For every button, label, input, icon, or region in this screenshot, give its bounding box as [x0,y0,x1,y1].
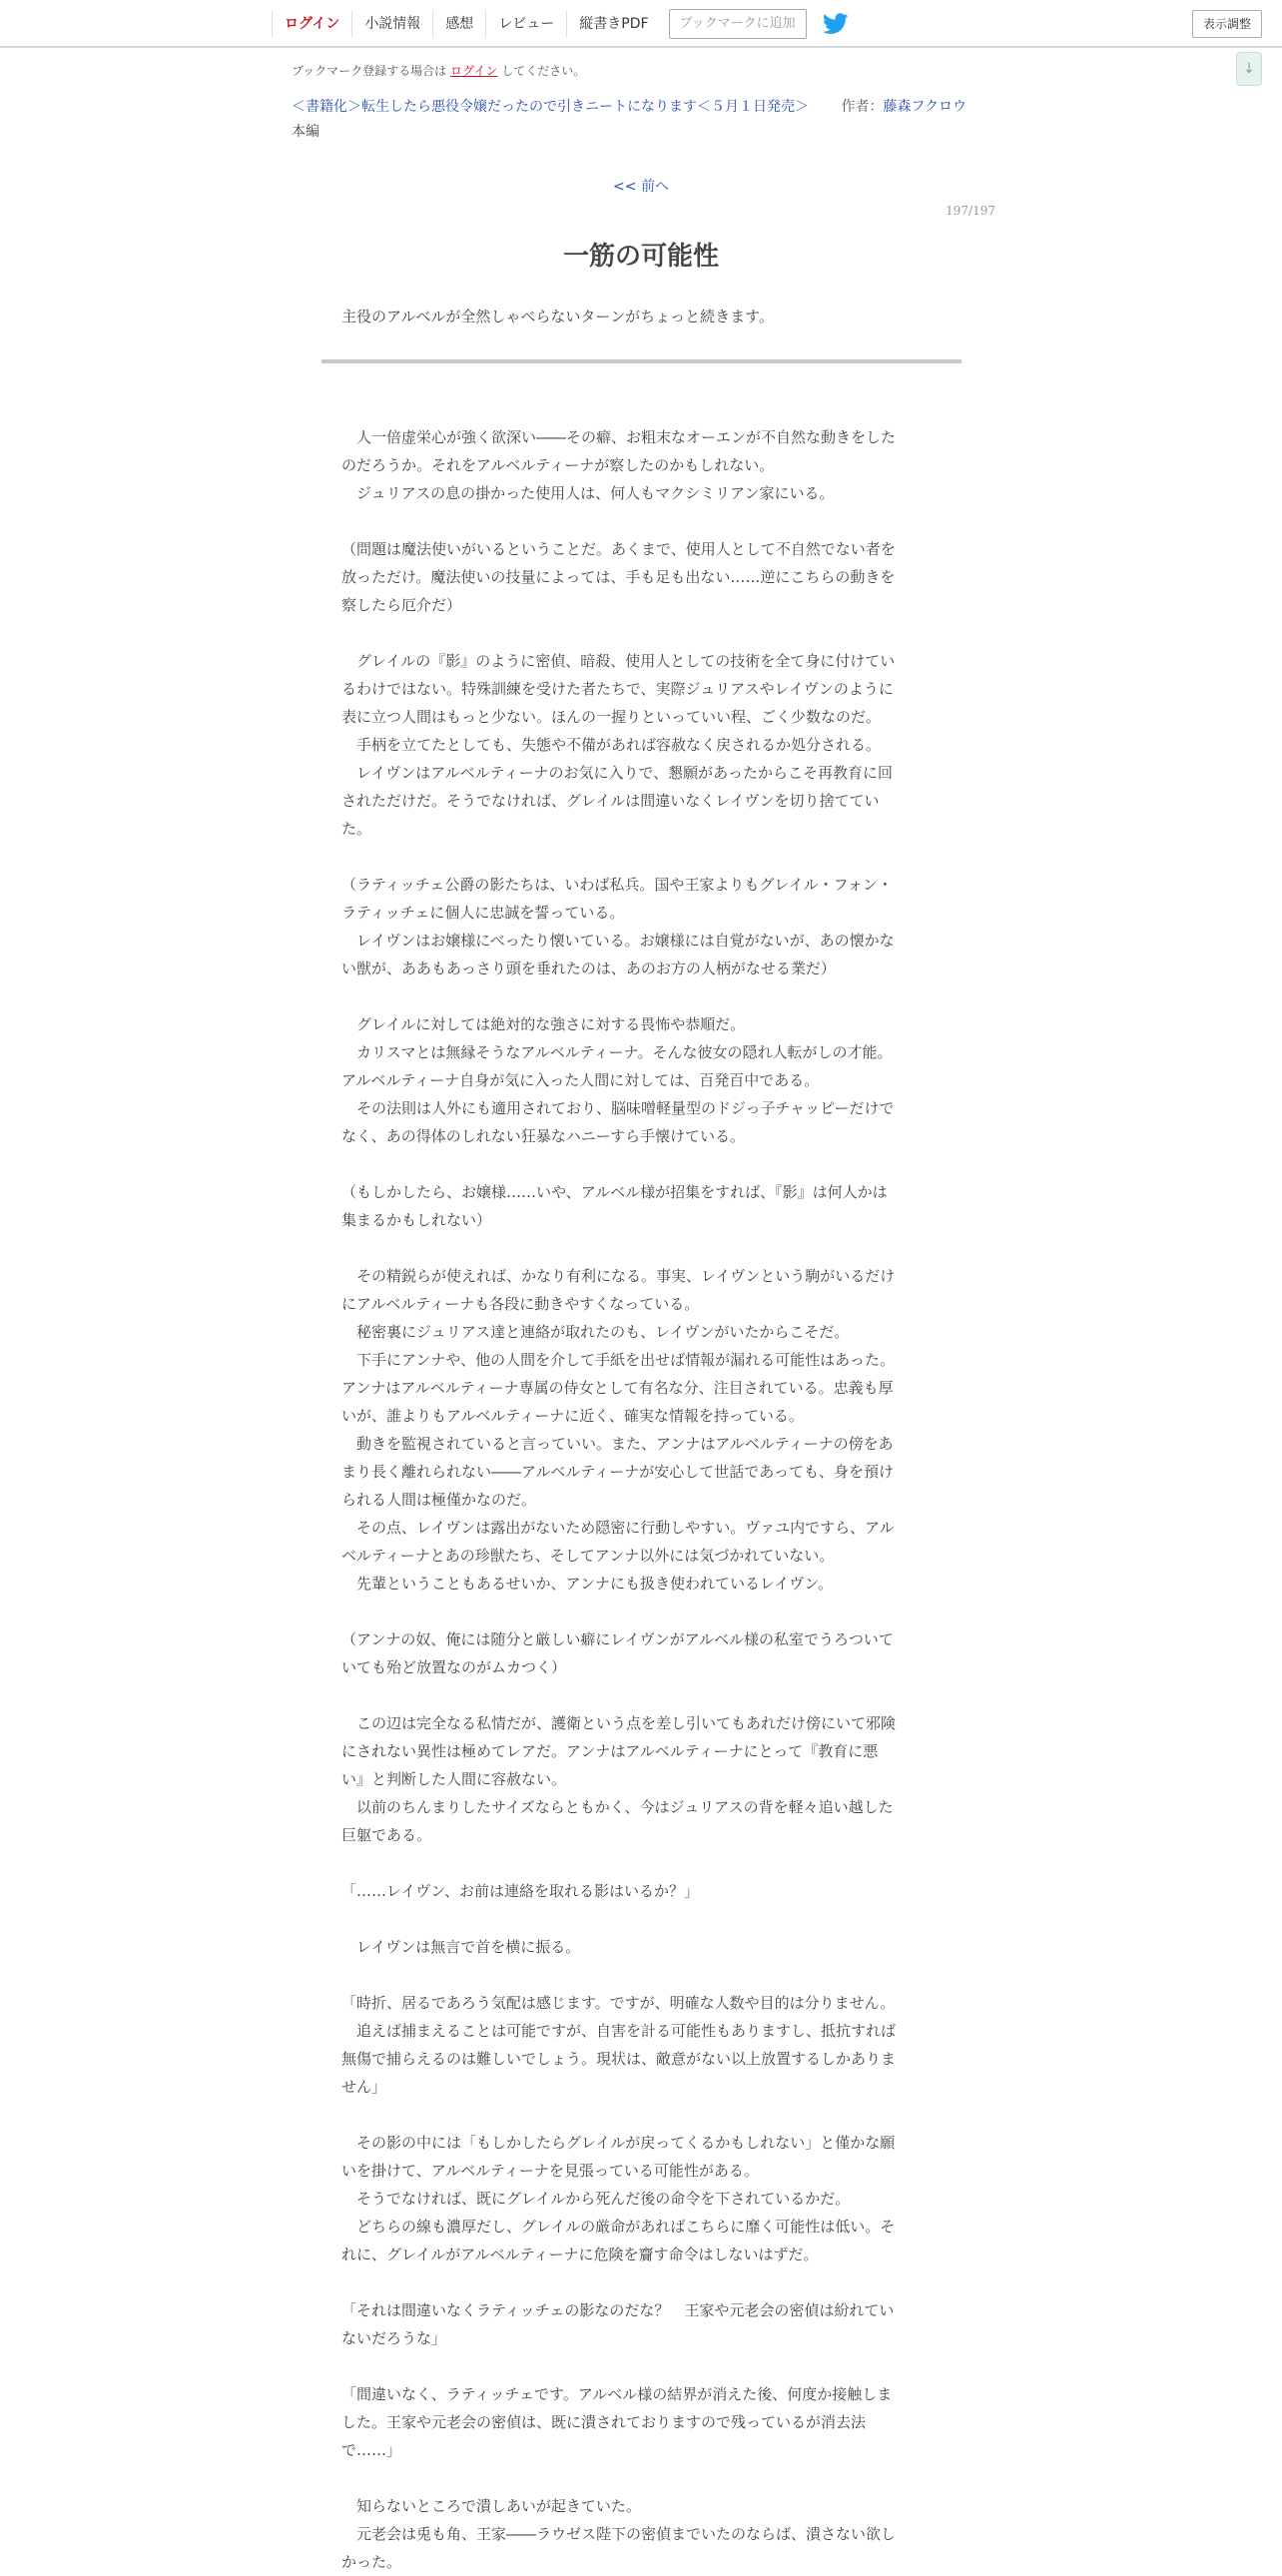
body-line: 表に立つ人間はもっと少ない。ほんの一握りといっていい程、ごく少数なのだ。 [341,708,882,726]
body-line [341,1598,941,1625]
body-line: 察したら厄介だ） [341,596,462,614]
display-settings-button[interactable]: 表示調整 [1192,10,1262,38]
body-line [341,982,941,1010]
body-line: 無傷で捕らえるのは難しいでしょう。現状は、敵意がない以上放置するしかありま [341,2050,897,2068]
body-line: ジュリアスの息の掛かった使用人は、何人もマクシミリアン家にいる。 [341,484,835,502]
body-line: グレイルの『影』のように密偵、暗殺、使用人としての技術を全て身に付けてい [341,652,896,670]
body-line: 巨躯である。 [341,1826,432,1844]
novel-body-text [341,423,941,2576]
preface-divider [321,359,962,363]
body-line: そうでなければ、既にグレイルから死んだ後の命令を下されているかだ。 [341,2190,851,2208]
body-line: 追えば捕まえることは可能ですが、自害を計る可能性もありますし、抵抗すれば [341,2022,897,2040]
body-line: （ラティッチェ公爵の影たちは、いわば私兵。国や王家よりもグレイル・フォン・ [341,876,893,894]
body-line: 下手にアンナや、他の人間を介して手紙を出せば情報が漏れる可能性はあった。 [341,1351,895,1369]
body-line: 以前のちんまりしたサイズならともかく、今はジュリアスの背を軽々追い越した [341,1798,894,1816]
body-line: （もしかしたら、お嬢様……いや、アルベル様が招集をすれば、『影』は何人かは [341,1183,888,1201]
body-line: カリスマとは無縁そうなアルベルティーナ。そんな彼女の隠れ人転がしの才能。 [341,1043,893,1061]
bookmark-login-note [292,62,585,79]
bookmark-note-suffix: してください。 [501,64,586,78]
body-line: 放っただけ。魔法使いの技量によっては、手も足も出ない……逆にこちらの動きを [341,568,896,586]
body-line [341,619,941,647]
body-line: レイヴンはお嬢様にべったり懐いている。お嬢様には自覚がないが、あの懐かな [341,932,895,950]
body-line [341,2352,941,2380]
body-line: この辺は完全なる私情だが、護衛という点を差し引いてもあれだけ傍にいて邪険 [341,1714,897,1732]
body-line: ラティッチェに個人に忠誠を誓っている。 [341,904,625,922]
body-line: 「それは間違いなくラティッチェの影なのだな？ 王家や元老会の密偵は紛れてい [341,2301,895,2319]
body-line: かった。 [341,2553,402,2571]
body-line: れに、グレイルがアルベルティーナに危険を齎す命令はしないはずだ。 [341,2246,819,2263]
twitter-bird-icon-svg [823,13,849,35]
body-line: 知らないところで潰しあいが起きていた。 [341,2497,641,2515]
body-line: 「……レイヴン、お前は連絡を取れる影はいるか？」 [341,1882,700,1900]
nav-novel-info-link[interactable]: 小説情報 [351,11,432,37]
author-name-link[interactable]: 藤森フクロウ [883,99,967,115]
body-line: いても殆ど放置なのがムカつく） [341,1658,567,1676]
body-line: いが、誰よりもアルベルティーナに近く、確実な情報を持っている。 [341,1407,804,1425]
body-line: るわけではない。特殊訓練を受けた者たちで、実際ジュリアスやレイヴンのように [341,680,894,698]
bookmark-note-prefix: ブックマーク登録する場合は [292,64,447,78]
body-line [341,2101,941,2129]
body-line: した。王家や元老会の密偵は、既に潰されておりますので残っているが消去法 [341,2413,867,2431]
body-line: その点、レイヴンは露出がないため隠密に行動しやすい。ヴァユ内ですら、アル [341,1519,895,1537]
body-line: 動きを監視されていると言っていい。また、アンナはアルベルティーナの傍をあ [341,1435,894,1453]
body-line: い』と判断した人間に容赦ない。 [341,1770,567,1788]
body-line: にされない異性は極めてレアだ。アンナはアルベルティーナにとって『教育に悪 [341,1742,879,1760]
body-line: グレイルに対しては絶対的な強さに対する畏怖や恭順だ。 [341,1015,746,1033]
body-line: レイヴンはアルベルティーナのお気に入りで、懇願があったからこそ再教育に回 [341,764,894,782]
body-line [341,2268,941,2296]
body-line: 手柄を立てたとしても、失態や不備があれば容赦なく戻されるか処分される。 [341,736,882,754]
body-line: その精鋭らが使えれば、かなり有利になる。事実、レイヴンという駒がいるだけ [341,1267,896,1285]
body-line: 秘密裏にジュリアス達と連絡が取れたのも、レイヴンがいたからこそだ。 [341,1323,850,1341]
body-line: にアルベルティーナも各段に動きやすくなっている。 [341,1295,700,1313]
body-line: 元老会は兎も角、王家――ラウゼス陛下の密偵までいたのならば、潰さない欲し [341,2525,897,2543]
top-nav [272,0,849,48]
body-line: （問題は魔法使いがいるということだ。あくまで、使用人として不自然でない者を [341,540,896,558]
body-line [341,1234,941,1262]
nav-review-link[interactable]: レビュー [485,11,566,37]
body-line: レイヴンは無言で首を横に振る。 [341,1938,581,1956]
body-line: 「時折、居るであろう気配は感じます。ですが、明確な人数や目的は分りません。 [341,1994,896,2012]
chapter-title: 一筋の可能性 [562,242,719,272]
page-count: 197/197 [946,204,995,218]
body-line [341,843,941,871]
top-navigation-bar [0,0,1282,48]
add-bookmark-button[interactable]: ブックマークに追加 [669,9,807,39]
body-line: アンナはアルベルティーナ専属の侍女として有名な分、注目されている。忠義も厚 [341,1379,894,1397]
author-label: 作者： [841,99,884,115]
scroll-down-button[interactable]: ↓ [1236,52,1262,86]
body-line: 「間違いなく、ラティッチェです。アルベル様の結界が消えた後、何度か接触しま [341,2385,893,2403]
nav-impressions-link[interactable]: 感想 [432,11,485,37]
body-line [341,1905,941,1933]
body-line: 先輩ということもあるせいか、アンナにも扱き使われているレイヴン。 [341,1575,834,1593]
body-line: せん」 [341,2078,387,2096]
body-line [341,1961,941,1989]
body-line: いを掛けて、アルベルティーナを見張っている可能性がある。 [341,2162,759,2180]
nav-vertical-pdf-link[interactable]: 縦書きPDF [566,11,660,37]
body-line: のだろうか。それをアルベルティーナが察したのかもしれない。 [341,456,775,474]
body-line: た。 [341,820,372,838]
body-line: ないだろうな」 [341,2329,447,2347]
body-line: （アンナの奴、俺には随分と厳しい癖にレイヴンがアルベル様の私室でうろついて [341,1630,894,1648]
body-line: 人一倍虚栄心が強く欲深い――その癖、お粗末なオーエンが不自然な動きをした [341,428,897,446]
body-line: ベルティーナとあの珍獣たち、そしてアンナ以外には気づかれていない。 [341,1547,835,1565]
body-line: その影の中には「もしかしたらグレイルが戻ってくるかもしれない」と僅かな願 [341,2134,896,2152]
body-line: まり長く離れられない――アルベルティーナが安心して世話であっても、身を預け [341,1463,895,1481]
body-line [341,2464,941,2492]
body-line: アルベルティーナ自身が気に入った人間に対しては、百発百中である。 [341,1071,820,1089]
body-line: されただけだ。そうでなければ、グレイルは間違いなくレイヴンを切り捨ててい [341,792,880,810]
body-line: なく、あの得体のしれない狂暴なハニーすら手懐けている。 [341,1127,745,1145]
body-line [341,1681,941,1709]
bookmark-note-login-link[interactable]: ログイン [450,64,498,78]
chapter-preface: 主役のアルベルが全然しゃべらないターンがちょっと続きます。 [341,308,774,325]
nav-login-link[interactable]: ログイン [272,11,351,37]
chapter-group-label: 本編 [292,124,320,140]
body-line [341,1849,941,1877]
body-line: 集まるかもしれない） [341,1211,492,1229]
body-line [341,1150,941,1178]
body-line: どちらの線も濃厚だし、グレイルの厳命があればこちらに靡く可能性は低い。そ [341,2218,896,2236]
body-line: その法則は人外にも適用されており、脳味噌軽量型のドジっ子チャッピーだけで [341,1099,895,1117]
previous-page-link[interactable]: << 前へ [613,179,669,195]
body-line: で……」 [341,2441,402,2459]
series-info [292,96,966,116]
body-line: られる人間は極僅かなのだ。 [341,1491,537,1509]
series-title-link[interactable]: ＜書籍化＞転生したら悪役令嬢だったので引きニートになります＜５月１日発売＞ [292,99,809,115]
body-line [341,507,941,535]
body-line: い獣が、ああもあっさり頭を垂れたのは、あのお方の人柄がなせる業だ） [341,960,836,977]
twitter-bird-icon[interactable] [823,13,849,35]
